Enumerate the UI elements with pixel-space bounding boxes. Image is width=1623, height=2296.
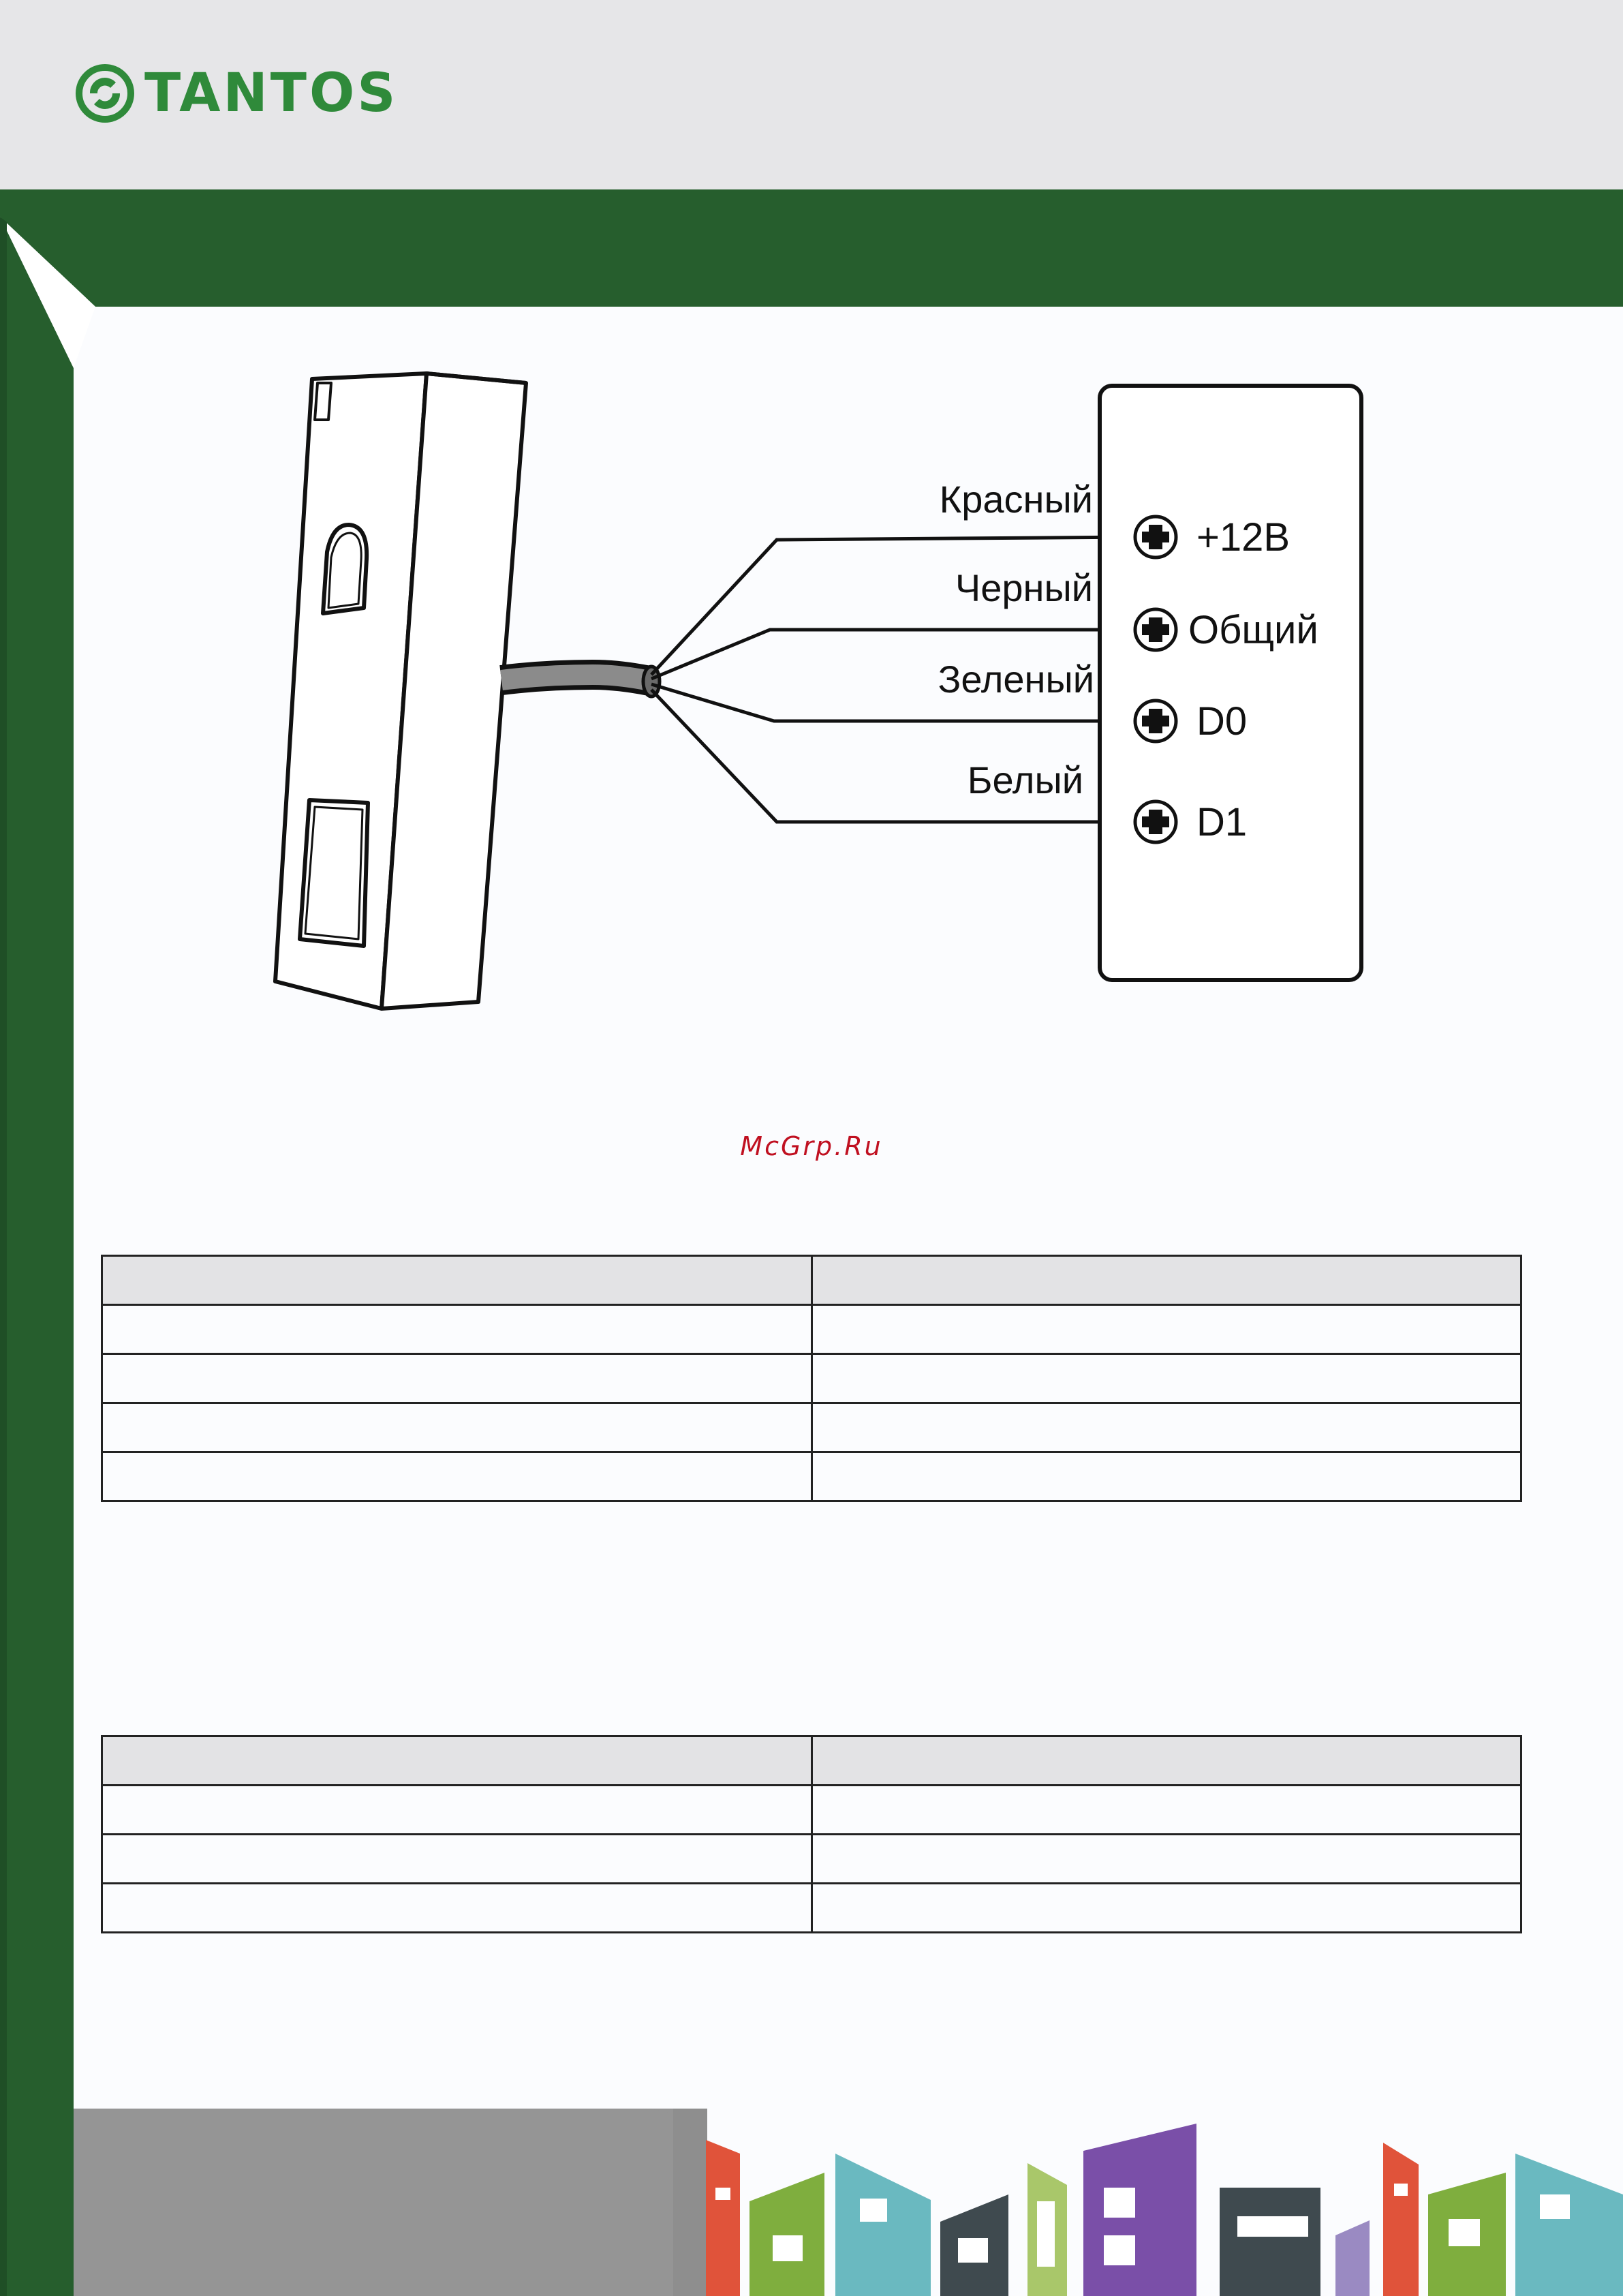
wire-label-white: Белый — [967, 759, 1083, 801]
screw-terminal-icon — [1135, 609, 1176, 650]
table-header-row — [102, 1736, 1521, 1786]
table-cell — [812, 1835, 1521, 1884]
table-row — [102, 1835, 1521, 1884]
wire-label-black: Черный — [955, 566, 1093, 609]
table-cell — [102, 1354, 812, 1403]
screw-terminal-icon — [1135, 701, 1176, 741]
table-cell — [812, 1452, 1521, 1501]
table-cell — [102, 1305, 812, 1354]
table-row — [102, 1305, 1521, 1354]
table-row — [102, 1884, 1521, 1933]
table-cell — [102, 1835, 812, 1884]
terminal-label-common: Общий — [1188, 608, 1318, 652]
table-cell — [102, 1884, 812, 1933]
table-cell — [102, 1736, 812, 1786]
table-cell — [812, 1305, 1521, 1354]
table-row — [102, 1786, 1521, 1835]
table-row — [102, 1403, 1521, 1452]
table-cell — [812, 1403, 1521, 1452]
screw-terminal-icon — [1135, 517, 1176, 557]
table-cell — [102, 1786, 812, 1835]
table-1 — [101, 1255, 1522, 1502]
screw-terminal-icon — [1135, 801, 1176, 842]
table-cell — [812, 1354, 1521, 1403]
watermark: McGrp.Ru — [740, 1131, 883, 1161]
table-row — [102, 1452, 1521, 1501]
table-cell — [812, 1786, 1521, 1835]
table-header-row — [102, 1256, 1521, 1305]
table-row — [102, 1354, 1521, 1403]
wiring-diagram — [252, 354, 1479, 1022]
terminal-label-12v: +12В — [1196, 515, 1290, 560]
wire-label-red: Красный — [939, 478, 1093, 521]
table-cell — [812, 1884, 1521, 1933]
wire-label-green: Зеленый — [938, 658, 1094, 701]
card-reader-illustration — [275, 373, 526, 1009]
table-cell — [812, 1256, 1521, 1305]
table-cell — [812, 1736, 1521, 1786]
terminal-label-d1: D1 — [1196, 800, 1248, 844]
table-cell — [102, 1403, 812, 1452]
terminal-label-d0: D0 — [1196, 699, 1248, 744]
footer-buildings-illustration — [0, 2099, 1623, 2296]
table-cell — [102, 1256, 812, 1305]
table-2 — [101, 1735, 1522, 1933]
table-cell — [102, 1452, 812, 1501]
brand-name: TANTOS — [144, 63, 399, 124]
